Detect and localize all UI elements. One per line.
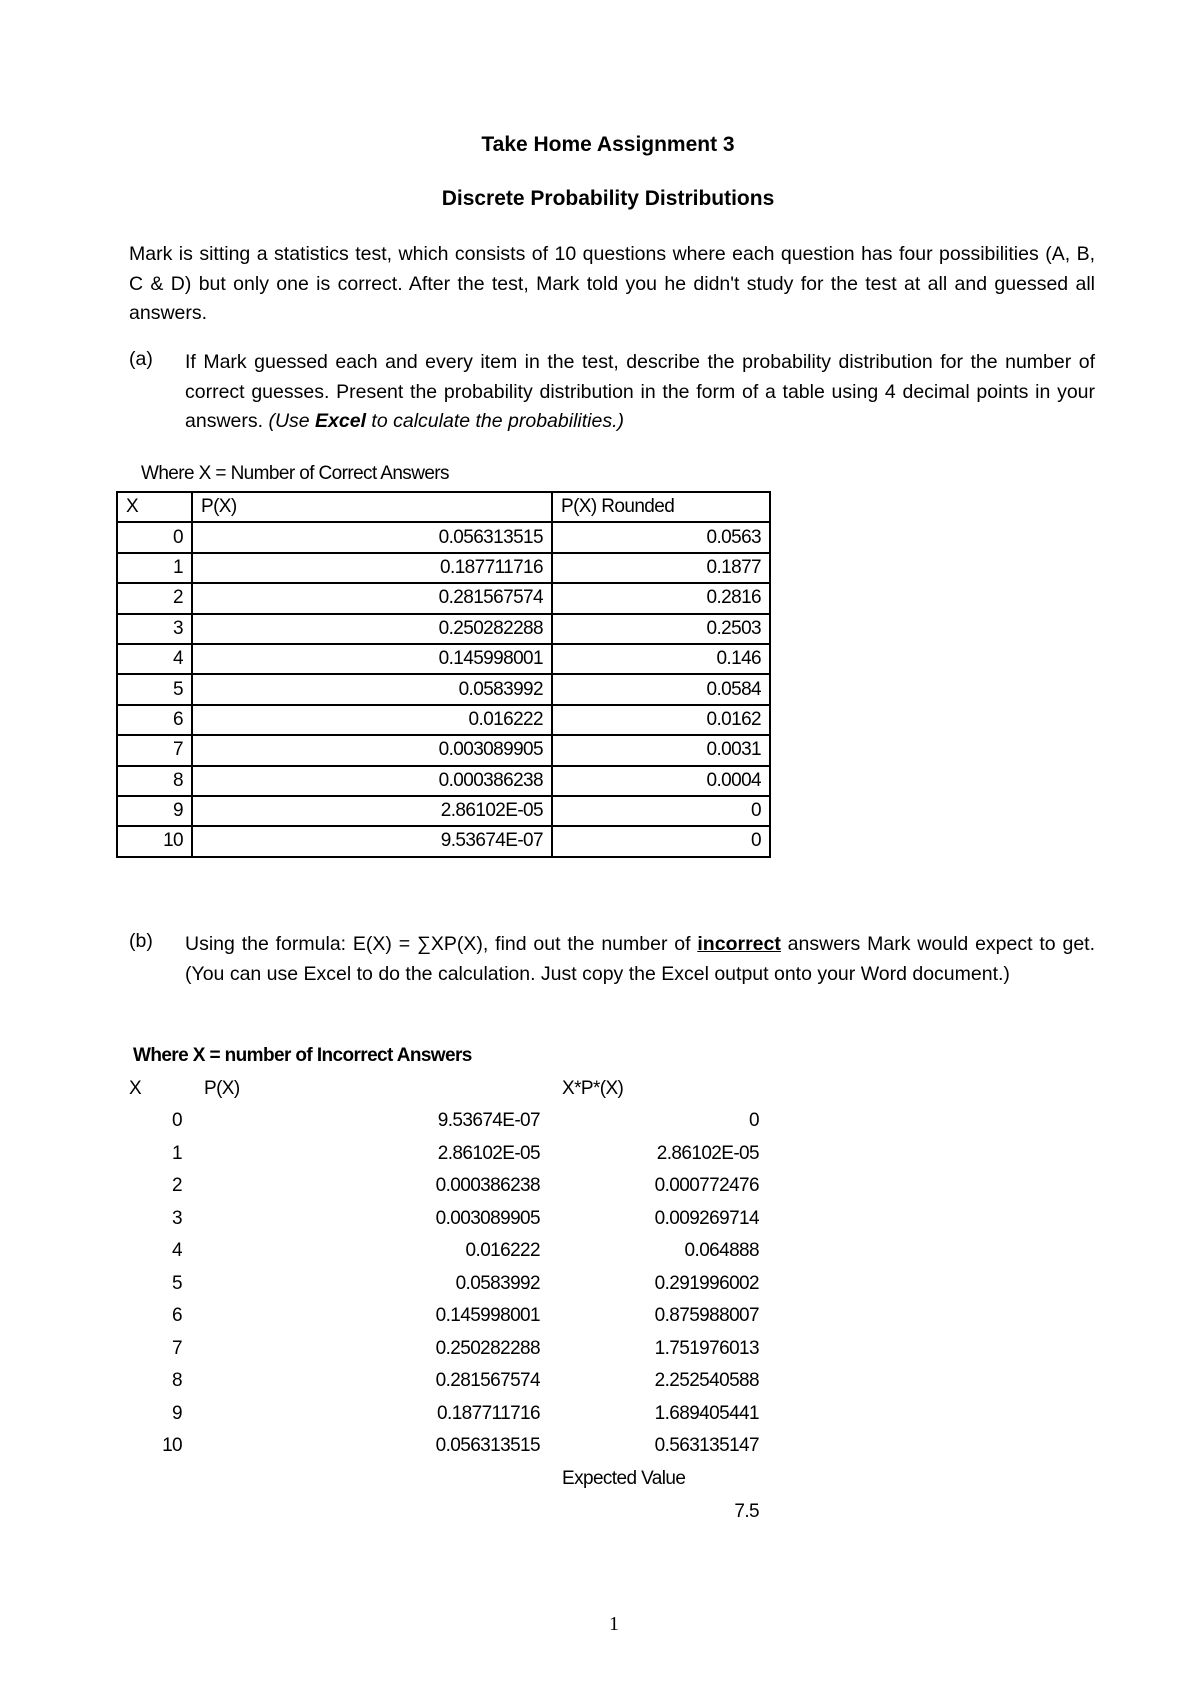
table-row [117, 796, 770, 826]
xpx-cell: 2.86102E-05 [656, 1142, 759, 1164]
table-row [0, 1370, 1200, 1402]
x-cell: 3 [172, 1207, 182, 1229]
px-rounded-cell: 0.2816 [552, 583, 770, 613]
x-cell: 4 [117, 644, 192, 674]
part-a-question [185, 348, 1095, 437]
x-cell: 10 [117, 826, 192, 856]
px-rounded-cell: 0.0004 [552, 766, 770, 796]
x-cell: 0 [172, 1110, 182, 1131]
px-cell: 0.187711716 [192, 553, 552, 583]
table-row [117, 674, 770, 704]
px-cell: 0.250282288 [435, 1337, 540, 1359]
x-cell: 5 [117, 674, 192, 704]
x-cell: 6 [117, 705, 192, 735]
x-cell: 9 [172, 1402, 182, 1424]
px-cell: 0.000386238 [192, 766, 552, 796]
header-px-rounded: P(X) Rounded [552, 492, 770, 522]
px-cell: 0.016222 [465, 1240, 540, 1261]
x-cell: 7 [117, 735, 192, 765]
xpx-cell: 0.875988007 [654, 1305, 759, 1326]
table-header-row [117, 492, 770, 522]
px-cell: 0.016222 [192, 705, 552, 735]
px-cell: 0.187711716 [437, 1402, 540, 1424]
px-rounded-cell: 0.2503 [552, 614, 770, 644]
table-row [117, 614, 770, 644]
table-row [117, 705, 770, 735]
xpx-cell: 0 [749, 1110, 759, 1131]
xpx-cell: 1.689405441 [654, 1402, 759, 1424]
table-row [0, 1208, 1200, 1240]
x-cell: 9 [117, 796, 192, 826]
px-rounded-cell: 0.0031 [552, 735, 770, 765]
table-row [0, 1240, 1200, 1272]
px-rounded-cell: 0.0162 [552, 705, 770, 735]
table-row [117, 583, 770, 613]
px-cell: 0.0583992 [192, 674, 552, 704]
px-cell: 0.281567574 [435, 1370, 540, 1391]
px-rounded-cell: 0 [552, 796, 770, 826]
xpx-cell: 0.009269714 [654, 1207, 759, 1229]
table-row [0, 1338, 1200, 1370]
px-cell: 0.000386238 [435, 1175, 540, 1196]
px-cell: 0.145998001 [192, 644, 552, 674]
x-cell: 10 [162, 1435, 182, 1456]
px-cell: 0.281567574 [192, 583, 552, 613]
px-rounded-cell: 0.0584 [552, 674, 770, 704]
x-cell: 8 [117, 766, 192, 796]
table-row [0, 1175, 1200, 1207]
px-cell: 0.003089905 [435, 1207, 540, 1229]
x-cell: 8 [172, 1370, 182, 1391]
correct-answers-table [116, 491, 771, 858]
x-cell: 6 [172, 1305, 182, 1326]
incorrect-emphasis: incorrect [697, 933, 781, 955]
px-rounded-cell: 0.1877 [552, 553, 770, 583]
px-rounded-cell: 0.146 [552, 644, 770, 674]
table-row [117, 766, 770, 796]
table-row [0, 1143, 1200, 1175]
table-row [0, 1305, 1200, 1337]
part-b-question: Using the formula: E(X) = ∑XP(X), find out the number of incorrect answers Mark would expect to get. (You can use Excel to do the calculation. Just copy the Excel output onto your Word document.) [185, 933, 1096, 985]
table-row [117, 826, 770, 856]
px-cell: 2.86102E-05 [437, 1142, 540, 1164]
part-a-label: (a) [129, 348, 153, 370]
x-cell: 5 [172, 1272, 182, 1294]
part-b-label: (b) [129, 930, 153, 952]
x-cell: 3 [117, 614, 192, 644]
expected-value: 7.5 [734, 1501, 759, 1522]
table-row [0, 1435, 1200, 1467]
expected-value-label: Expected Value [562, 1468, 686, 1489]
part-a-note: (Use Excel to calculate the probabilities.) [268, 410, 624, 432]
intro-paragraph: Mark is sitting a statistics test, which consists of 10 questions where each question has four possibilities (A, B, C & D) but only one is correct. After the test, Mark told you he didn't study for the test at all and guessed all answers. [129, 243, 1095, 324]
px-cell: 0.056313515 [435, 1435, 540, 1456]
xpx-cell: 0.291996002 [654, 1272, 759, 1294]
px-cell: 0.0583992 [455, 1272, 540, 1294]
document-title: Take Home Assignment 3 [481, 133, 735, 156]
px-cell: 9.53674E-07 [437, 1110, 540, 1131]
table-row [117, 735, 770, 765]
page-number: 1 [609, 1613, 619, 1635]
x-cell: 2 [117, 583, 192, 613]
xpx-cell: 0.563135147 [654, 1435, 759, 1456]
part-a-text: If Mark guessed each and every item in the test, describe the probability distribution for the number of correct guesses. Present the probability distribution in the form of a table using 4 decimal points in your answers. [185, 351, 1095, 432]
xpx-cell: 0.000772476 [654, 1175, 759, 1196]
table-b-caption: Where X = number of Incorrect Answers [133, 1045, 472, 1066]
table-row [117, 644, 770, 674]
xpx-cell: 1.751976013 [654, 1337, 759, 1359]
px-rounded-cell: 0 [552, 826, 770, 856]
header-xpx: X*P*(X) [562, 1078, 624, 1099]
header-px: P(X) [192, 492, 552, 522]
table-row [0, 1110, 1200, 1142]
x-cell: 1 [172, 1142, 182, 1164]
document-subtitle: Discrete Probability Distributions [441, 187, 775, 210]
px-cell: 0.056313515 [192, 522, 552, 552]
table-row [0, 1273, 1200, 1305]
table-row [117, 522, 770, 552]
x-cell: 4 [172, 1240, 182, 1261]
header-x: X [117, 492, 192, 522]
xpx-cell: 2.252540588 [654, 1370, 759, 1391]
table-a-caption: Where X = Number of Correct Answers [141, 463, 449, 484]
px-cell: 0.003089905 [192, 735, 552, 765]
table-row [0, 1403, 1200, 1435]
x-cell: 2 [172, 1175, 182, 1196]
x-cell: 0 [117, 522, 192, 552]
header-x: X [129, 1078, 142, 1099]
px-cell: 9.53674E-07 [192, 826, 552, 856]
x-cell: 1 [117, 553, 192, 583]
table-row [117, 553, 770, 583]
px-cell: 0.250282288 [192, 614, 552, 644]
px-cell: 0.145998001 [435, 1305, 540, 1326]
xpx-cell: 0.064888 [684, 1240, 759, 1261]
table-header-row [0, 1078, 1200, 1110]
header-px: P(X) [204, 1078, 240, 1099]
x-cell: 7 [172, 1337, 182, 1359]
px-rounded-cell: 0.0563 [552, 522, 770, 552]
px-cell: 2.86102E-05 [192, 796, 552, 826]
